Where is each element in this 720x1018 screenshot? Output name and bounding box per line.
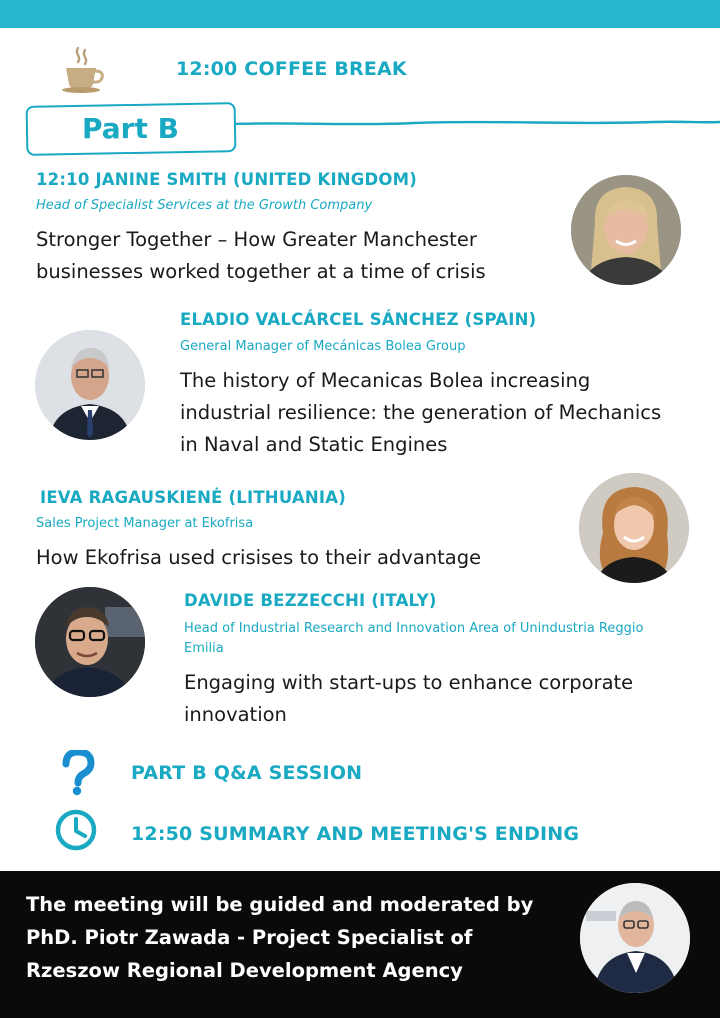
- speaker-2-talk-line: The history of Mecanicas Bolea increasing: [180, 369, 591, 392]
- speaker-4-talk-line: innovation: [184, 703, 287, 726]
- speaker-3-name: IEVA RAGAUSKIENĖ (LITHUANIA): [40, 488, 346, 507]
- clock-icon: [54, 808, 98, 852]
- speaker-2-name: ELADIO VALCÁRCEL SÁNCHEZ (SPAIN): [180, 310, 537, 329]
- speaker-4-photo: [35, 587, 145, 697]
- speaker-2-talk: [180, 365, 661, 461]
- speaker-1-talk-line: Stronger Together – How Greater Manchester: [36, 228, 477, 251]
- speaker-4-role: [184, 619, 643, 659]
- top-accent-bar: [0, 0, 720, 28]
- speaker-2-talk-line: in Naval and Static Engines: [180, 433, 448, 456]
- speaker-4-role-line: Head of Industrial Research and Innovation Area of Unindustria Reggio: [184, 621, 644, 636]
- moderator-line: Rzeszow Regional Development Agency: [26, 959, 463, 982]
- speaker-3-talk-line: How Ekofrisa used crisises to their advantage: [36, 546, 482, 569]
- moderator-text: [26, 888, 566, 987]
- speaker-4-role-line: Emilia: [184, 641, 224, 656]
- qa-session-title: PART B Q&A SESSION: [131, 762, 363, 784]
- speaker-1-name: 12:10 JANINE SMITH (UNITED KINGDOM): [36, 170, 418, 189]
- speaker-4-name: DAVIDE BEZZECCHI (ITALY): [184, 591, 437, 610]
- moderator-photo: [580, 883, 690, 993]
- coffee-break-title: 12:00 COFFEE BREAK: [176, 58, 407, 80]
- speaker-2-role: General Manager of Mecánicas Bolea Group: [180, 339, 466, 354]
- speaker-1-talk: [36, 224, 486, 288]
- speaker-1-role: Head of Specialist Services at the Growth Company: [36, 198, 373, 213]
- speaker-2-talk-line: industrial resilience: the generation of Mechanics: [180, 401, 662, 424]
- speaker-3-photo: [579, 473, 689, 583]
- part-b-label: Part B: [82, 112, 179, 145]
- question-mark-icon: [58, 750, 98, 796]
- speaker-3-role: Sales Project Manager at Ekofrisa: [36, 516, 254, 531]
- speaker-1-talk-line: businesses worked together at a time of crisis: [36, 260, 486, 283]
- summary-title: 12:50 SUMMARY AND MEETING'S ENDING: [131, 823, 580, 845]
- speaker-3-talk: [36, 542, 481, 574]
- speaker-1-photo: [571, 175, 681, 285]
- moderator-line: The meeting will be guided and moderated by: [26, 893, 534, 916]
- speaker-4-talk-line: Engaging with start-ups to enhance corporate: [184, 671, 634, 694]
- moderator-line: PhD. Piotr Zawada - Project Specialist of: [26, 926, 473, 949]
- speaker-4-talk: [184, 667, 633, 731]
- part-b-divider: [234, 116, 720, 130]
- speaker-2-photo: [35, 330, 145, 440]
- coffee-cup-icon: [56, 44, 108, 96]
